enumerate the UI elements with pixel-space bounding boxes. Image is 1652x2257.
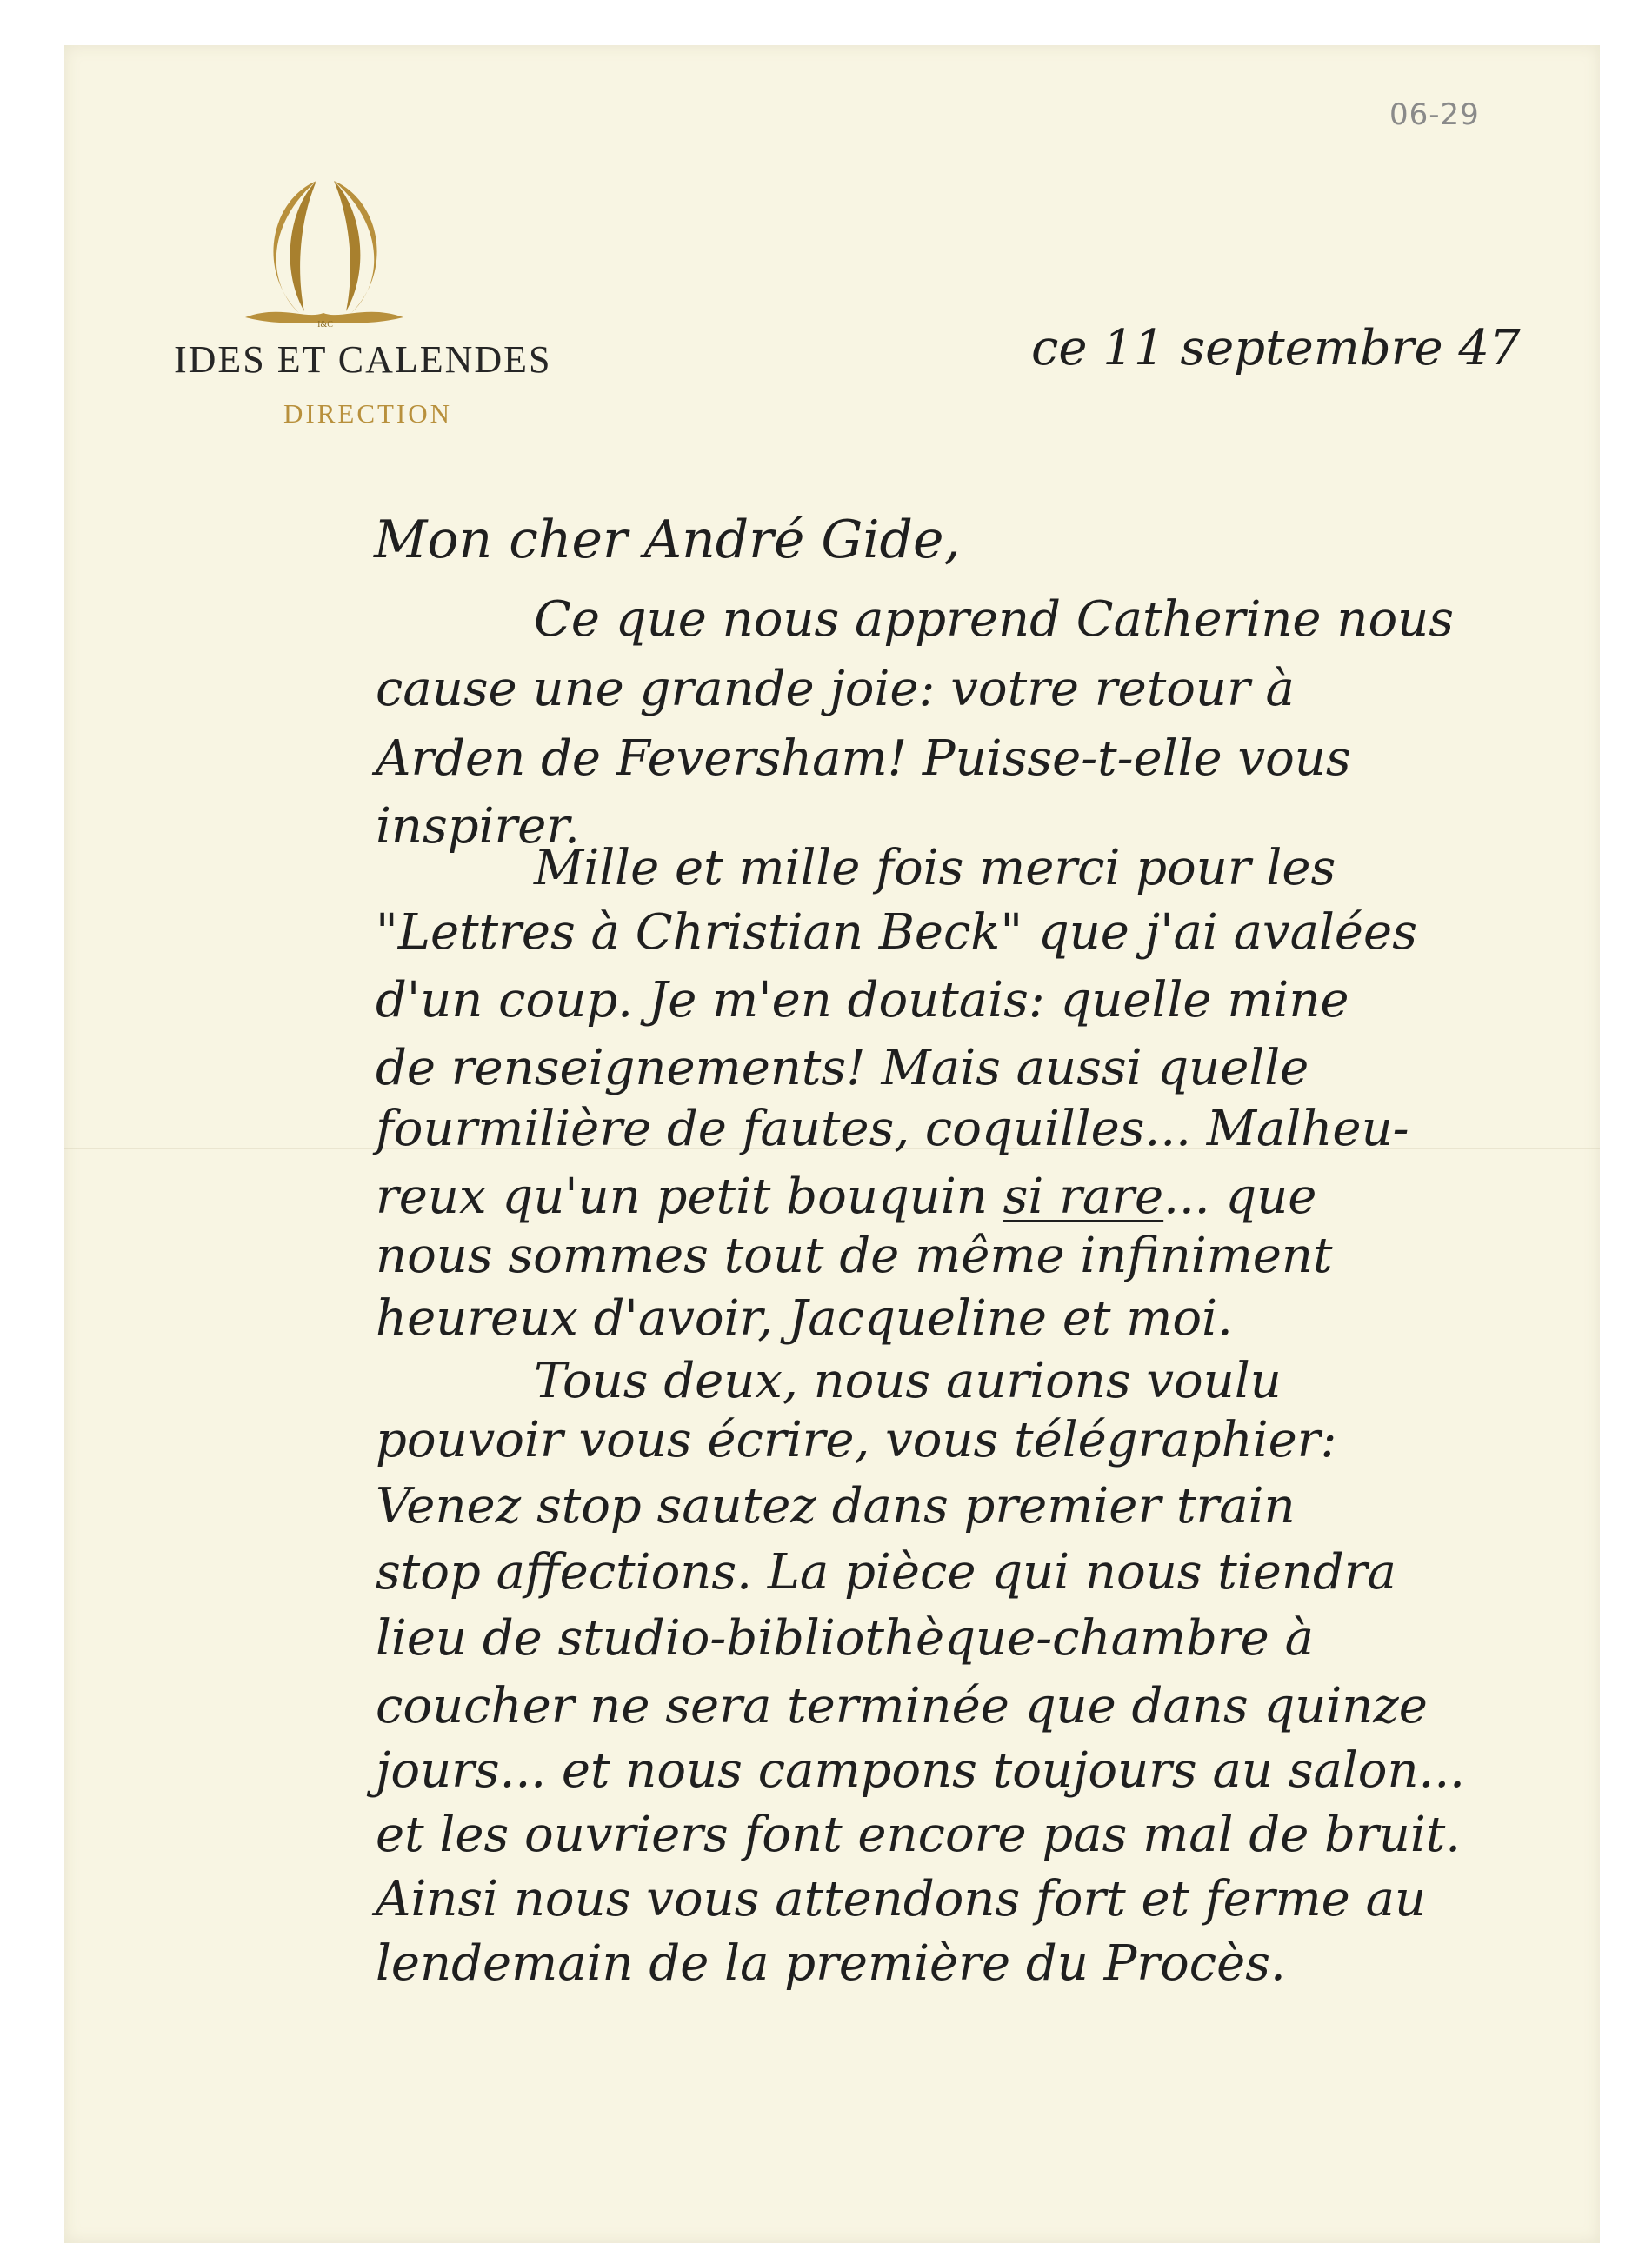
ides-et-calendes-logo <box>236 174 410 330</box>
letter-line: Arden de Feversham! Puisse-t-elle vous <box>376 730 1351 787</box>
archive-code: 06-29 <box>1389 97 1480 132</box>
letter-line-part: ... que <box>1163 1168 1317 1225</box>
underlined-phrase: si rare <box>1003 1168 1164 1225</box>
letter-date: ce 11 septembre 47 <box>1031 320 1521 376</box>
salutation: Mon cher André Gide, <box>374 509 961 570</box>
letter-line: lendemain de la première du Procès. <box>376 1935 1286 1992</box>
letter-line: pouvoir vous écrire, vous télégraphier: <box>376 1412 1337 1468</box>
svg-text:I&C: I&C <box>317 320 333 330</box>
letter-line: et les ouvriers font encore pas mal de bruit. <box>376 1807 1462 1863</box>
letter-line: "Lettres à Christian Beck" que j'ai avalées <box>376 904 1417 961</box>
letter-line: Ainsi nous vous attendons fort et ferme au <box>376 1871 1427 1927</box>
letter-line: inspirer. <box>376 798 580 855</box>
letter-line: cause une grande joie: votre retour à <box>376 661 1295 717</box>
letter-line: jours... et nous campons toujours au salon... <box>376 1742 1465 1799</box>
letterhead-name: IDES ET CALENDES <box>174 338 552 381</box>
letter-line: Ce que nous apprend Catherine nous <box>534 591 1454 648</box>
letter-line: coucher ne sera terminée que dans quinze <box>376 1678 1428 1734</box>
letter-line: lieu de studio-bibliothèque-chambre à <box>376 1610 1315 1667</box>
letter-line: Tous deux, nous aurions voulu <box>534 1353 1282 1409</box>
letter-line: fourmilière de fautes, coquilles... Malheu- <box>376 1101 1409 1157</box>
letter-line: nous sommes tout de même infiniment <box>376 1228 1333 1284</box>
letter-line: Venez stop sautez dans premier train <box>376 1478 1296 1535</box>
letter-line: de renseignements! Mais aussi quelle <box>376 1040 1309 1096</box>
letter-line <box>376 1168 1316 1225</box>
letterhead-department: DIRECTION <box>283 398 453 429</box>
letter-line: Mille et mille fois merci pour les <box>534 840 1336 896</box>
letter-line-part: reux qu'un petit bouquin <box>376 1168 988 1225</box>
letter-line: d'un coup. Je m'en doutais: quelle mine <box>376 972 1349 1029</box>
letter-line: heureux d'avoir, Jacqueline et moi. <box>376 1290 1233 1347</box>
letter-line: stop affections. La pièce qui nous tiendra <box>376 1544 1396 1601</box>
